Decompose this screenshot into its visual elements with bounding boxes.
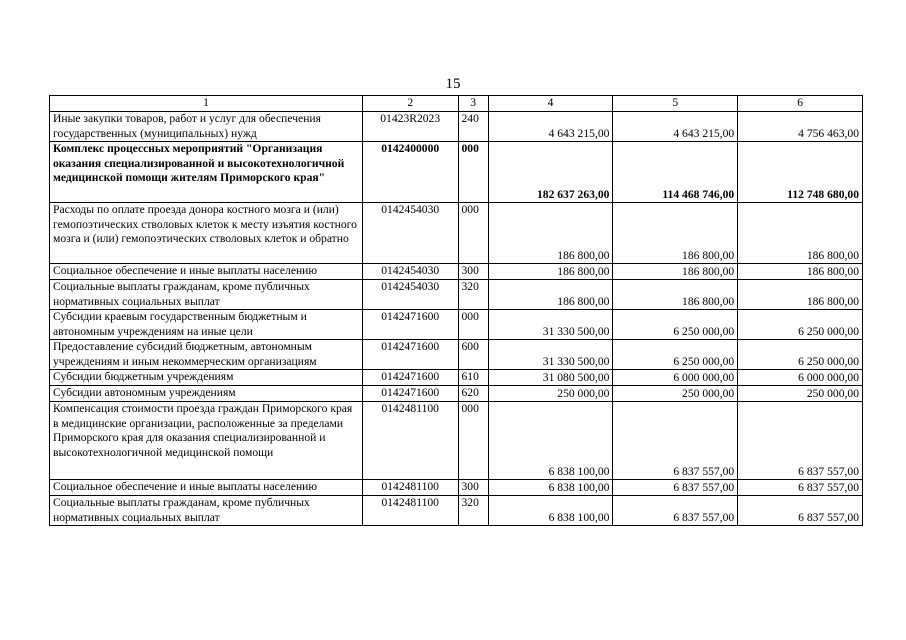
row-code-cell: 0142454030 bbox=[362, 280, 458, 310]
header-col-3: 3 bbox=[458, 96, 488, 112]
row-amount-col4-cell: 6 838 100,00 bbox=[488, 496, 613, 526]
row-type-cell: 320 bbox=[458, 280, 488, 310]
row-code-cell: 0142471600 bbox=[362, 310, 458, 340]
row-amount-col6-cell: 6 837 557,00 bbox=[738, 496, 863, 526]
row-amount-col5-cell: 6 250 000,00 bbox=[613, 310, 738, 340]
row-amount-col4-cell: 186 800,00 bbox=[488, 264, 613, 280]
table-row bbox=[50, 370, 863, 386]
row-amount-col5-cell: 6 250 000,00 bbox=[613, 340, 738, 370]
table-row bbox=[50, 402, 863, 480]
row-amount-col5-cell: 6 837 557,00 bbox=[613, 480, 738, 496]
row-amount-col6-cell: 4 756 463,00 bbox=[738, 112, 863, 142]
row-name-cell: Субсидии краевым государственным бюджетным и автономным учреждениям на иные цели bbox=[50, 310, 363, 340]
row-amount-col6-cell: 186 800,00 bbox=[738, 264, 863, 280]
table-row bbox=[50, 386, 863, 402]
table-row bbox=[50, 496, 863, 526]
table-row bbox=[50, 280, 863, 310]
table-row bbox=[50, 340, 863, 370]
row-amount-col5-cell: 4 643 215,00 bbox=[613, 112, 738, 142]
row-amount-col5-cell: 186 800,00 bbox=[613, 264, 738, 280]
row-name-cell: Иные закупки товаров, работ и услуг для обеспечения государственных (муниципальных) нужд bbox=[50, 112, 363, 142]
table-row bbox=[50, 480, 863, 496]
row-name-cell: Социальное обеспечение и иные выплаты населению bbox=[50, 264, 363, 280]
header-col-4: 4 bbox=[488, 96, 613, 112]
row-code-cell: 0142471600 bbox=[362, 386, 458, 402]
row-amount-col6-cell: 186 800,00 bbox=[738, 203, 863, 264]
row-name-cell: Социальные выплаты гражданам, кроме публичных нормативных социальных выплат bbox=[50, 496, 363, 526]
row-amount-col4-cell: 31 330 500,00 bbox=[488, 310, 613, 340]
row-type-cell: 000 bbox=[458, 402, 488, 480]
row-amount-col5-cell: 250 000,00 bbox=[613, 386, 738, 402]
row-code-cell: 0142454030 bbox=[362, 264, 458, 280]
row-code-cell: 0142471600 bbox=[362, 340, 458, 370]
row-amount-col5-cell: 186 800,00 bbox=[613, 203, 738, 264]
row-name-cell: Компенсация стоимости проезда граждан Приморского края в медицинские организации, расположенные за пределами Приморского края для оказания специализированной и высокотехнологичной медицинской помощи bbox=[50, 402, 363, 480]
row-name-cell: Субсидии автономным учреждениям bbox=[50, 386, 363, 402]
table-row bbox=[50, 264, 863, 280]
row-type-cell: 600 bbox=[458, 340, 488, 370]
row-type-cell: 000 bbox=[458, 203, 488, 264]
row-type-cell: 300 bbox=[458, 480, 488, 496]
row-code-cell: 0142454030 bbox=[362, 203, 458, 264]
page-number: 15 bbox=[445, 76, 461, 92]
row-amount-col5-cell: 6 000 000,00 bbox=[613, 370, 738, 386]
table-row bbox=[50, 310, 863, 340]
row-amount-col4-cell: 6 838 100,00 bbox=[488, 480, 613, 496]
row-name-cell: Социальные выплаты гражданам, кроме публичных нормативных социальных выплат bbox=[50, 280, 363, 310]
table-row bbox=[50, 142, 863, 203]
row-amount-col4-cell: 31 330 500,00 bbox=[488, 340, 613, 370]
row-amount-col6-cell: 6 837 557,00 bbox=[738, 402, 863, 480]
row-name-cell: Комплекс процессных мероприятий "Организация оказания специализированной и высокотехнологичной медицинской помощи жителям Приморского края" bbox=[50, 142, 363, 203]
budget-table bbox=[49, 95, 863, 526]
header-col-2: 2 bbox=[362, 96, 458, 112]
row-amount-col5-cell: 186 800,00 bbox=[613, 280, 738, 310]
row-code-cell: 0142481100 bbox=[362, 480, 458, 496]
row-amount-col5-cell: 114 468 746,00 bbox=[613, 142, 738, 203]
row-type-cell: 000 bbox=[458, 310, 488, 340]
row-amount-col4-cell: 6 838 100,00 bbox=[488, 402, 613, 480]
row-name-cell: Субсидии бюджетным учреждениям bbox=[50, 370, 363, 386]
row-amount-col4-cell: 250 000,00 bbox=[488, 386, 613, 402]
row-amount-col6-cell: 112 748 680,00 bbox=[738, 142, 863, 203]
row-amount-col4-cell: 186 800,00 bbox=[488, 280, 613, 310]
row-amount-col6-cell: 6 250 000,00 bbox=[738, 340, 863, 370]
row-amount-col5-cell: 6 837 557,00 bbox=[613, 402, 738, 480]
row-amount-col6-cell: 6 250 000,00 bbox=[738, 310, 863, 340]
row-amount-col4-cell: 186 800,00 bbox=[488, 203, 613, 264]
budget-table-body bbox=[50, 96, 863, 526]
row-amount-col5-cell: 6 837 557,00 bbox=[613, 496, 738, 526]
row-amount-col6-cell: 250 000,00 bbox=[738, 386, 863, 402]
table-row bbox=[50, 203, 863, 264]
row-type-cell: 300 bbox=[458, 264, 488, 280]
header-col-5: 5 bbox=[613, 96, 738, 112]
row-code-cell: 0142481100 bbox=[362, 496, 458, 526]
row-amount-col4-cell: 182 637 263,00 bbox=[488, 142, 613, 203]
row-code-cell: 0142400000 bbox=[362, 142, 458, 203]
table-row bbox=[50, 112, 863, 142]
row-type-cell: 620 bbox=[458, 386, 488, 402]
row-code-cell: 01423R2023 bbox=[362, 112, 458, 142]
row-code-cell: 0142481100 bbox=[362, 402, 458, 480]
table-header-row bbox=[50, 96, 863, 112]
row-amount-col4-cell: 4 643 215,00 bbox=[488, 112, 613, 142]
header-col-6: 6 bbox=[738, 96, 863, 112]
row-name-cell: Расходы по оплате проезда донора костного мозга и (или) гемопоэтических стволовых клеток к месту изъятия костного мозга и (или) гемопоэтических стволовых клеток и обратно bbox=[50, 203, 363, 264]
row-amount-col6-cell: 6 000 000,00 bbox=[738, 370, 863, 386]
row-type-cell: 240 bbox=[458, 112, 488, 142]
header-col-1: 1 bbox=[50, 96, 363, 112]
row-code-cell: 0142471600 bbox=[362, 370, 458, 386]
row-name-cell: Предоставление субсидий бюджетным, автономным учреждениям и иным некоммерческим организациям bbox=[50, 340, 363, 370]
row-amount-col4-cell: 31 080 500,00 bbox=[488, 370, 613, 386]
row-amount-col6-cell: 6 837 557,00 bbox=[738, 480, 863, 496]
row-name-cell: Социальное обеспечение и иные выплаты населению bbox=[50, 480, 363, 496]
row-amount-col6-cell: 186 800,00 bbox=[738, 280, 863, 310]
row-type-cell: 320 bbox=[458, 496, 488, 526]
row-type-cell: 000 bbox=[458, 142, 488, 203]
row-type-cell: 610 bbox=[458, 370, 488, 386]
